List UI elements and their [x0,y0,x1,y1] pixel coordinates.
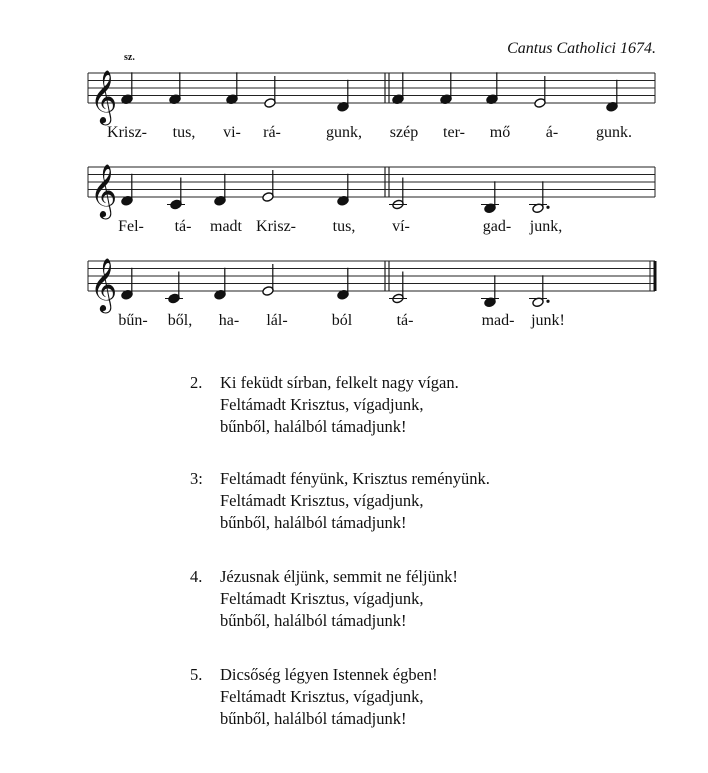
verse-4 [190,566,458,632]
lyric-syllable: madt [210,218,242,235]
verse-line: bűnből, halálból támadjunk! [220,709,407,728]
lyric-syllable: rá- [263,124,281,141]
lyric-syllable: vi- [223,124,241,141]
tempo-mark: sz. [124,52,135,63]
lyric-syllable: gunk. [596,124,632,141]
lyric-syllable: Krisz- [256,218,296,235]
verse-line: Feltámadt fényünk, Krisztus reményünk. [220,469,490,488]
verse-number: 3: [190,469,203,488]
lyric-syllable: gad- [482,218,512,235]
lyric-syllable: mő [489,124,511,141]
verse-line: bűnből, halálból támadjunk! [220,513,407,532]
verse-line: Feltámadt Krisztus, vígadjunk, [220,589,424,608]
lyric-syllable: ter- [443,124,465,141]
lyric-syllable: á- [545,124,559,141]
source-attribution: Cantus Catholici 1674. [507,40,656,57]
treble-clef: 𝄞 [90,163,118,217]
lyric-syllable: tus, [172,124,196,141]
lyric-syllable: ví- [392,218,410,235]
verse-line: Feltámadt Krisztus, vígadjunk, [220,491,424,510]
verse-line: bűnből, halálból támadjunk! [220,611,407,630]
verse-line: Dicsőség légyen Istennek égben! [220,665,438,684]
lyric-syllable: mad- [481,312,515,329]
verse-3 [190,468,490,534]
augmentation-dot [546,206,549,209]
lyric-syllable: Fel- [118,218,144,235]
verse-line: Feltámadt Krisztus, vígadjunk, [220,687,424,706]
verse-line: bűnből, halálból támadjunk! [220,417,407,436]
verse-5 [190,664,438,730]
treble-clef: 𝄞 [90,69,118,123]
verse-line: Feltámadt Krisztus, vígadjunk, [220,395,424,414]
lyric-syllable: junk! [531,312,565,329]
lyric-syllable: tus, [332,218,356,235]
lyric-syllable: Krisz- [107,124,147,141]
lyric-syllable: tá- [396,312,414,329]
lyric-syllable: bűn- [118,312,148,329]
verse-line: Jézusnak éljünk, semmit ne féljünk! [220,567,458,586]
lyric-syllable: lál- [266,312,288,329]
lyric-syllable: ból [331,312,353,329]
music-score [0,0,708,340]
verse-2 [190,372,459,438]
lyric-syllable: szép [389,124,419,141]
verse-line: Ki feküdt sírban, felkelt nagy vígan. [220,373,459,392]
lyric-syllable: gunk, [326,124,362,141]
lyric-syllable: ha- [218,312,240,329]
verse-number: 5. [190,665,203,684]
verse-number: 2. [190,373,203,392]
lyric-syllable: junk, [529,218,563,235]
lyric-syllable: ből, [167,312,193,329]
treble-clef: 𝄞 [90,257,118,311]
augmentation-dot [546,300,549,303]
verse-number: 4. [190,567,203,586]
lyric-syllable: tá- [174,218,192,235]
